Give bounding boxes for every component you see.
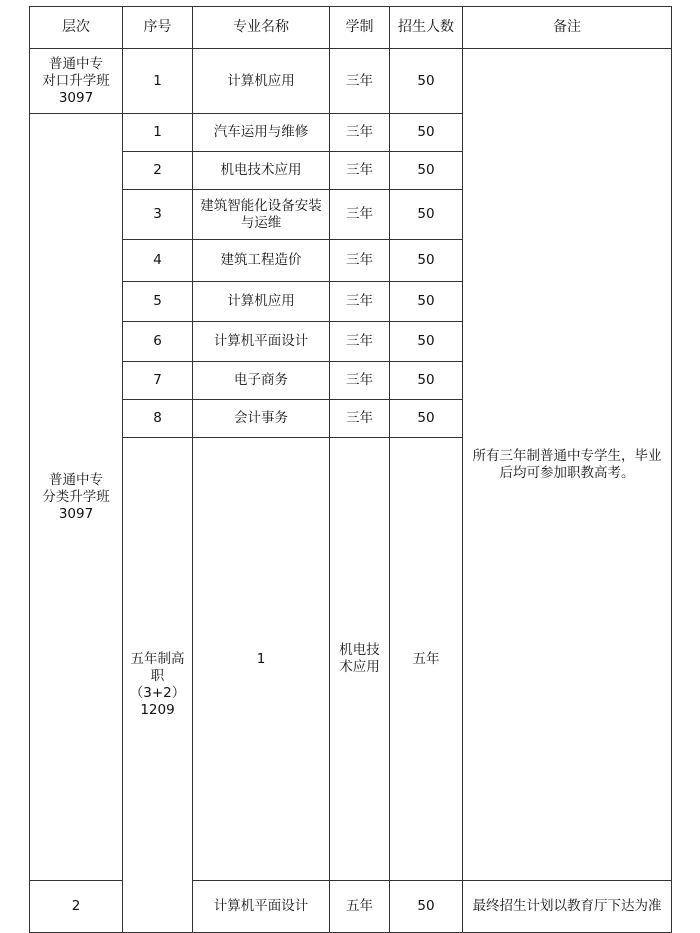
- number-cell: 2: [123, 152, 193, 190]
- header-count: 招生人数: [390, 7, 463, 49]
- table-row: [30, 49, 672, 114]
- level-cell: [30, 49, 123, 114]
- count-cell: 50: [390, 362, 463, 400]
- number-cell: 3: [123, 190, 193, 240]
- header-number: 序号: [123, 7, 193, 49]
- count-cell: 50: [390, 881, 463, 933]
- header-notes: 备注: [463, 7, 672, 49]
- major-cell: 汽车运用与维修: [193, 114, 330, 152]
- number-cell: 4: [123, 240, 193, 282]
- major-cell: 计算机平面设计: [193, 881, 330, 933]
- level-line: 对口升学班: [42, 72, 110, 89]
- duration-cell: 三年: [330, 240, 390, 282]
- header-duration: 学制: [330, 7, 390, 49]
- level-cell: [123, 438, 193, 933]
- count-cell: 50: [390, 282, 463, 322]
- major-cell: 电子商务: [193, 362, 330, 400]
- enrollment-table: [29, 6, 672, 933]
- count-cell: 50: [390, 400, 463, 438]
- number-cell: 1: [123, 114, 193, 152]
- major-cell: 计算机应用: [193, 282, 330, 322]
- number-cell: 1: [193, 438, 330, 881]
- major-cell: 计算机平面设计: [193, 322, 330, 362]
- count-cell: 50: [390, 322, 463, 362]
- level-line: 分类升学班: [42, 488, 110, 505]
- number-cell: 5: [123, 282, 193, 322]
- level-line: 3097: [58, 89, 94, 106]
- level-line: 普通中专: [49, 471, 103, 488]
- major-cell: 会计事务: [193, 400, 330, 438]
- duration-cell: 三年: [330, 152, 390, 190]
- duration-cell: 三年: [330, 49, 390, 114]
- count-cell: 50: [390, 190, 463, 240]
- count-cell: 50: [390, 114, 463, 152]
- notes-cell-three-year: 所有三年制普通中专学生，毕业后均可参加职教高考。: [463, 49, 672, 881]
- level-line: 3097: [58, 505, 94, 522]
- header-major: 专业名称: [193, 7, 330, 49]
- duration-cell: 三年: [330, 322, 390, 362]
- number-cell: 8: [123, 400, 193, 438]
- number-cell: 6: [123, 322, 193, 362]
- notes-cell-final-plan: 最终招生计划以教育厅下达为准: [463, 881, 672, 933]
- duration-cell: 三年: [330, 400, 390, 438]
- duration-cell: 三年: [330, 190, 390, 240]
- level-line: 1209: [140, 702, 175, 718]
- major-cell: 建筑工程造价: [193, 240, 330, 282]
- duration-cell: 五年: [330, 881, 390, 933]
- number-cell: 7: [123, 362, 193, 400]
- count-cell: 50: [390, 49, 463, 114]
- major-cell: 机电技术应用: [193, 152, 330, 190]
- major-cell: 建筑智能化设备安装与运维: [193, 190, 330, 240]
- major-cell: 机电技术应用: [330, 438, 390, 881]
- number-cell: 2: [30, 881, 123, 933]
- number-cell: 1: [123, 49, 193, 114]
- level-cell: [30, 114, 123, 881]
- count-cell: 50: [390, 240, 463, 282]
- duration-cell: 三年: [330, 114, 390, 152]
- major-cell: 计算机应用: [193, 49, 330, 114]
- duration-cell: 三年: [330, 362, 390, 400]
- header-row: [30, 7, 672, 49]
- duration-cell: 五年: [390, 438, 463, 881]
- level-line: 五年制高职: [130, 651, 185, 684]
- duration-cell: 三年: [330, 282, 390, 322]
- header-level: 层次: [30, 7, 123, 49]
- level-line: （3+2）: [129, 685, 186, 701]
- level-line: 普通中专: [49, 55, 103, 72]
- count-cell: 50: [390, 152, 463, 190]
